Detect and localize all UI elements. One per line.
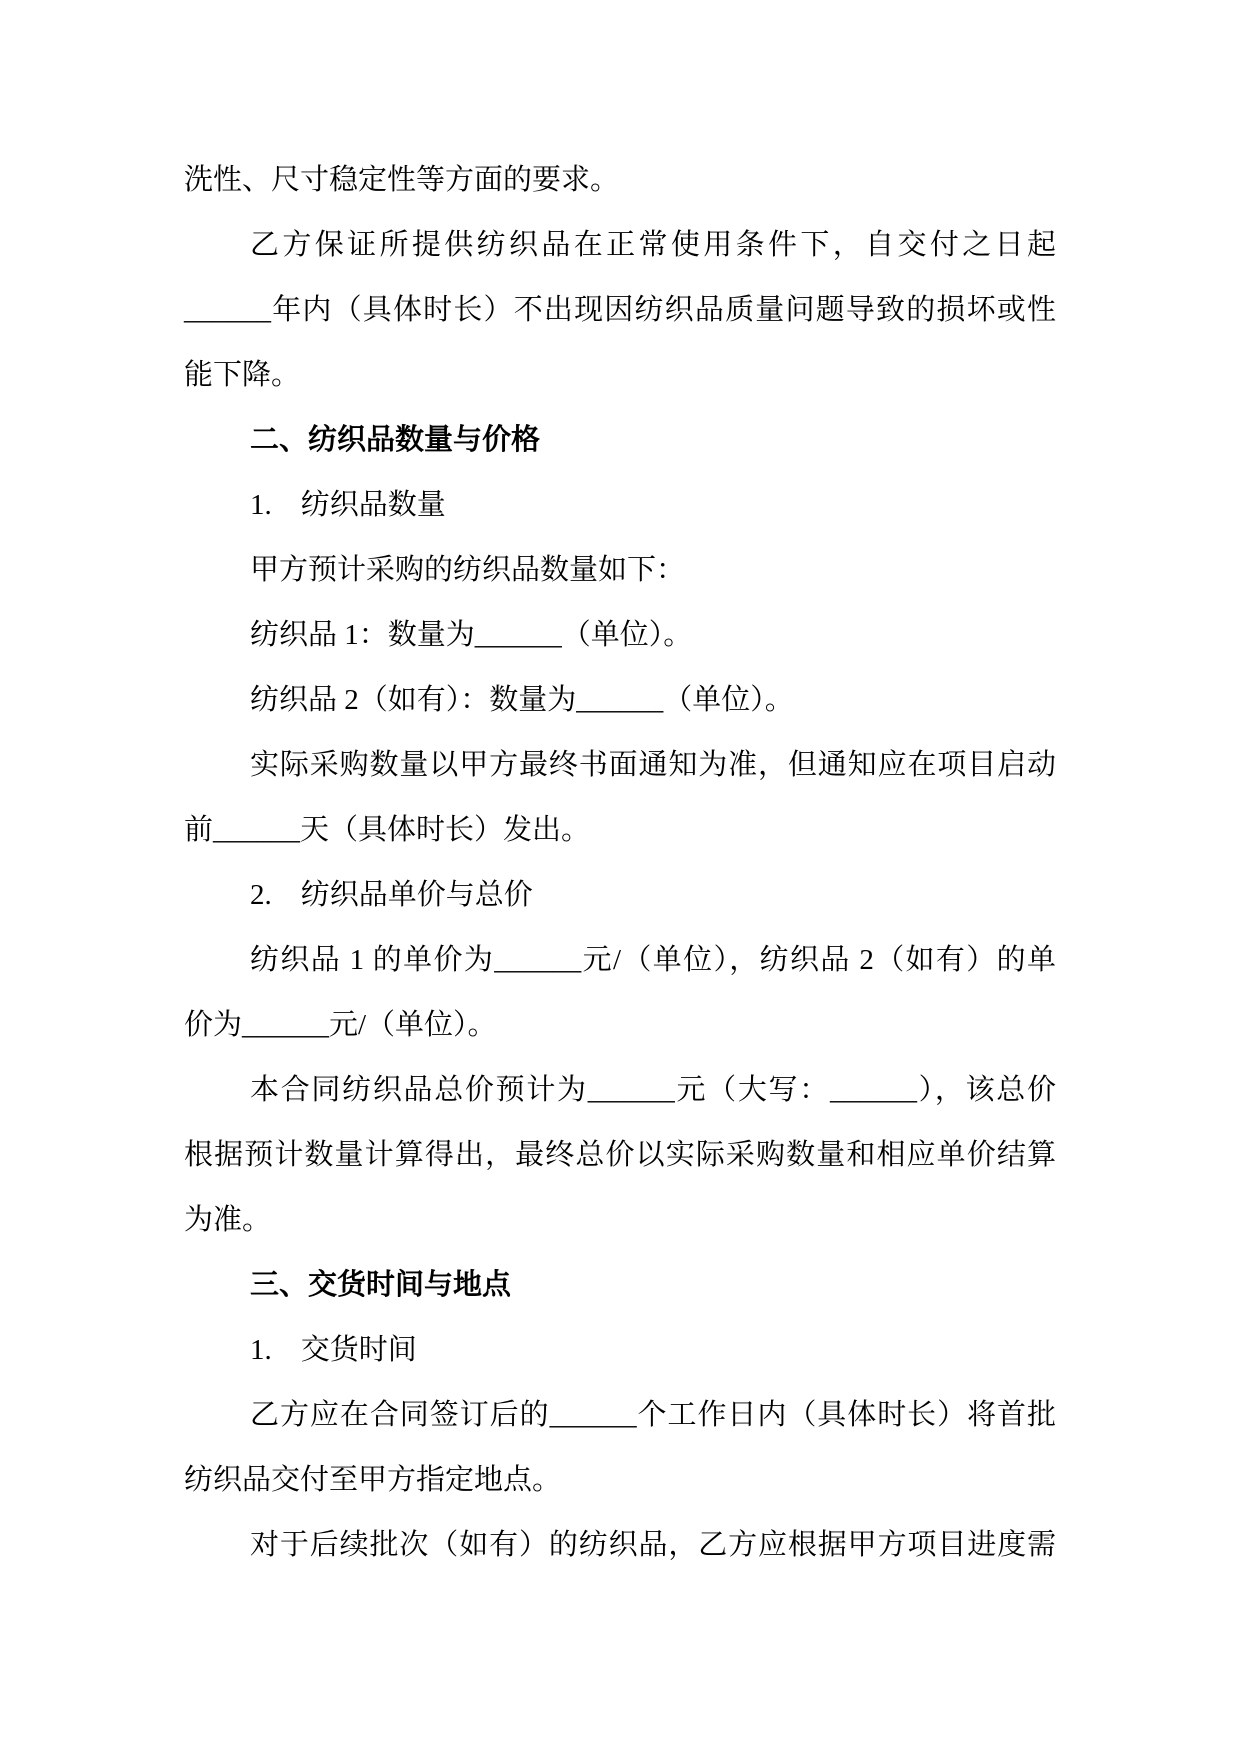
contract-line: 实际采购数量以甲方最终书面通知为准，但通知应在项目启动 — [250, 749, 1056, 781]
numbered-item-delivery-time: 1. 交货时间 — [250, 1334, 417, 1366]
contract-line: 纺织品交付至甲方指定地点。 — [184, 1464, 562, 1496]
section-heading-quantity-price: 二、纺织品数量与价格 — [250, 424, 541, 456]
contract-line-with-blank: 价为______元/（单位）。 — [184, 1009, 497, 1041]
contract-line-with-blank: 乙方应在合同签订后的______个工作日内（具体时长）将首批 — [250, 1399, 1056, 1431]
contract-line-with-blank: ______年内（具体时长）不出现因纺织品质量问题导致的损坏或性 — [184, 294, 1056, 326]
section-heading-delivery: 三、交货时间与地点 — [250, 1269, 512, 1301]
contract-line: 为准。 — [184, 1204, 272, 1236]
contract-line-with-blank: 纺织品 1 的单价为______元/（单位），纺织品 2（如有）的单 — [250, 944, 1056, 976]
contract-line-with-blank: 前______天（具体时长）发出。 — [184, 814, 591, 846]
contract-line-with-blank: 本合同纺织品总价预计为______元（大写：______），该总价 — [250, 1074, 1056, 1106]
contract-line: 洗性、尺寸稳定性等方面的要求。 — [184, 164, 620, 196]
contract-line-with-blank: 纺织品 2（如有）：数量为______（单位）。 — [250, 684, 794, 716]
contract-line: 乙方保证所提供纺织品在正常使用条件下，自交付之日起 — [250, 229, 1056, 261]
contract-line: 甲方预计采购的纺织品数量如下： — [250, 554, 686, 586]
contract-line: 对于后续批次（如有）的纺织品，乙方应根据甲方项目进度需 — [250, 1529, 1056, 1561]
numbered-item-quantity: 1. 纺织品数量 — [250, 489, 446, 521]
contract-line: 根据预计数量计算得出，最终总价以实际采购数量和相应单价结算 — [184, 1139, 1056, 1171]
contract-line: 能下降。 — [184, 359, 301, 391]
contract-line-with-blank: 纺织品 1：数量为______（单位）。 — [250, 619, 693, 651]
numbered-item-unit-total-price: 2. 纺织品单价与总价 — [250, 879, 533, 911]
